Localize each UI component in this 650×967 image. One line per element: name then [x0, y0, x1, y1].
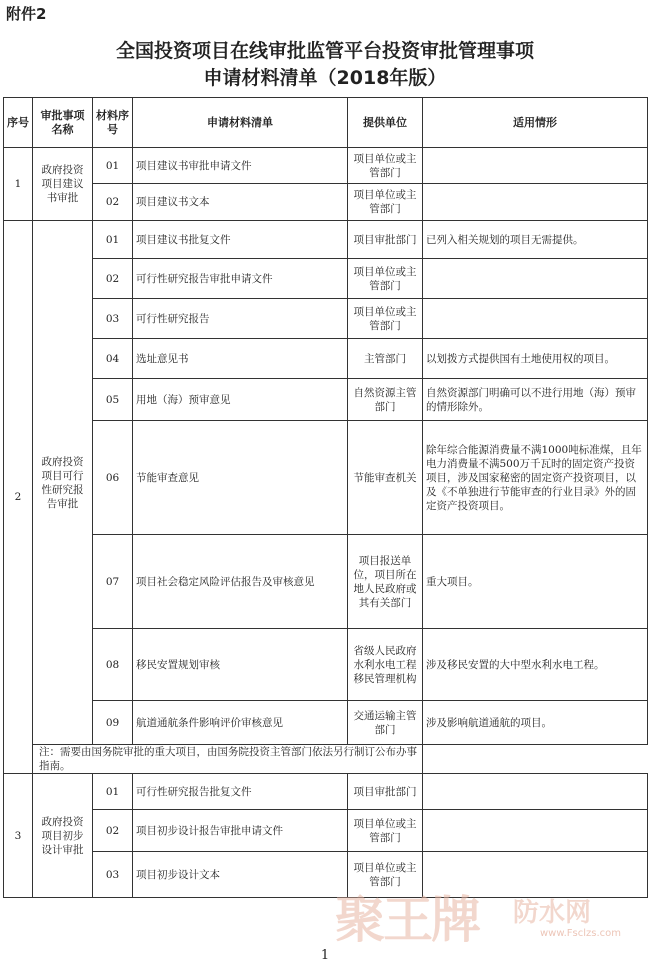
applicable: 涉及移民安置的大中型水利水电工程。: [423, 629, 648, 701]
applicable: 已列入相关规划的项目无需提供。: [423, 221, 648, 259]
group-item-name: 政府投资项目初步设计审批: [33, 774, 93, 898]
applicable: [423, 774, 648, 810]
provider: 交通运输主管部门: [348, 701, 423, 745]
applicable: 重大项目。: [423, 535, 648, 629]
material-no: 01: [93, 221, 133, 259]
page-number: 1: [320, 948, 330, 963]
header-applicable: 适用情形: [423, 98, 648, 148]
table-row: [4, 774, 648, 810]
material-name: 可行性研究报告: [133, 299, 348, 339]
material-no: 01: [93, 774, 133, 810]
applicable: [423, 259, 648, 299]
header-material-no: 材料序号: [93, 98, 133, 148]
group-item-name: 政府投资项目建议书审批: [33, 148, 93, 221]
material-no: 05: [93, 379, 133, 421]
provider: 项目单位或主管部门: [348, 148, 423, 184]
material-no: 01: [93, 148, 133, 184]
material-no: 08: [93, 629, 133, 701]
provider: 项目单位或主管部门: [348, 299, 423, 339]
material-name: 航道通航条件影响评价审核意见: [133, 701, 348, 745]
header-seq: 序号: [4, 98, 33, 148]
group-seq: 3: [4, 774, 33, 898]
table-row: [4, 221, 648, 259]
provider: 项目审批部门: [348, 774, 423, 810]
applicable: 除年综合能源消费量不满1000吨标准煤，且年电力消费量不满500万千瓦时的固定资产投资项目，涉及国家秘密的固定资产投资项目，以及《不单独进行节能审查的行业目录》外的固定资产投资项目。: [423, 421, 648, 535]
material-name: 项目建议书文本: [133, 184, 348, 221]
applicable: [423, 148, 648, 184]
material-name: 移民安置规划审核: [133, 629, 348, 701]
table-row: [4, 421, 648, 535]
attachment-label: 附件2: [6, 5, 47, 23]
applicable: [423, 810, 648, 852]
material-no: 07: [93, 535, 133, 629]
table-row: [4, 701, 648, 745]
watermark-main: 聚王牌: [335, 891, 479, 949]
applicable: [423, 852, 648, 898]
materials-table: [3, 97, 648, 898]
table-row: [4, 339, 648, 379]
material-name: 项目初步设计报告审批申请文件: [133, 810, 348, 852]
material-no: 06: [93, 421, 133, 535]
header-material-list: 申请材料清单: [133, 98, 348, 148]
material-no: 03: [93, 299, 133, 339]
group-seq: 2: [4, 221, 33, 774]
applicable: 涉及影响航道通航的项目。: [423, 701, 648, 745]
provider: 项目报送单位，项目所在地人民政府或其有关部门: [348, 535, 423, 629]
note-row: [4, 745, 648, 774]
material-name: 节能审查意见: [133, 421, 348, 535]
applicable: 自然资源部门明确可以不进行用地（海）预审的情形除外。: [423, 379, 648, 421]
material-no: 02: [93, 810, 133, 852]
table-row: [4, 299, 648, 339]
table-row: [4, 852, 648, 898]
provider: 项目单位或主管部门: [348, 810, 423, 852]
material-name: 选址意见书: [133, 339, 348, 379]
table-row: [4, 148, 648, 184]
watermark-url: www.Fsclzs.com: [540, 928, 622, 939]
applicable: [423, 299, 648, 339]
table-row: [4, 810, 648, 852]
title-line-1: 全国投资项目在线审批监管平台投资审批管理事项: [115, 40, 534, 62]
material-name: 项目初步设计文本: [133, 852, 348, 898]
material-name: 可行性研究报告审批申请文件: [133, 259, 348, 299]
header-provider: 提供单位: [348, 98, 423, 148]
provider: 自然资源主管部门: [348, 379, 423, 421]
watermark-sub: 防水网: [513, 898, 592, 928]
note-text: 注：需要由国务院审批的重大项目，由国务院投资主管部门依法另行制订公布办事指南。: [33, 745, 423, 774]
title-line-2: 申请材料清单（2018年版）: [203, 67, 447, 89]
group-item-name: 政府投资项目可行性研究报告审批: [33, 221, 93, 745]
material-no: 09: [93, 701, 133, 745]
provider: 项目单位或主管部门: [348, 259, 423, 299]
provider: 项目审批部门: [348, 221, 423, 259]
table-row: [4, 629, 648, 701]
table-row: [4, 535, 648, 629]
material-no: 02: [93, 259, 133, 299]
header-row: [4, 98, 648, 148]
material-name: 项目社会稳定风险评估报告及审核意见: [133, 535, 348, 629]
table-row: [4, 379, 648, 421]
group-seq: 1: [4, 148, 33, 221]
provider: 省级人民政府水利水电工程移民管理机构: [348, 629, 423, 701]
table-row: [4, 184, 648, 221]
material-no: 04: [93, 339, 133, 379]
provider: 项目单位或主管部门: [348, 184, 423, 221]
applicable: [423, 184, 648, 221]
table-row: [4, 259, 648, 299]
provider: 项目单位或主管部门: [348, 852, 423, 898]
material-no: 03: [93, 852, 133, 898]
header-item-name: 审批事项名称: [33, 98, 93, 148]
material-no: 02: [93, 184, 133, 221]
material-name: 项目建议书审批申请文件: [133, 148, 348, 184]
provider: 节能审查机关: [348, 421, 423, 535]
material-name: 项目建议书批复文件: [133, 221, 348, 259]
material-name: 用地（海）预审意见: [133, 379, 348, 421]
material-name: 可行性研究报告批复文件: [133, 774, 348, 810]
applicable: 以划拨方式提供国有土地使用权的项目。: [423, 339, 648, 379]
provider: 主管部门: [348, 339, 423, 379]
